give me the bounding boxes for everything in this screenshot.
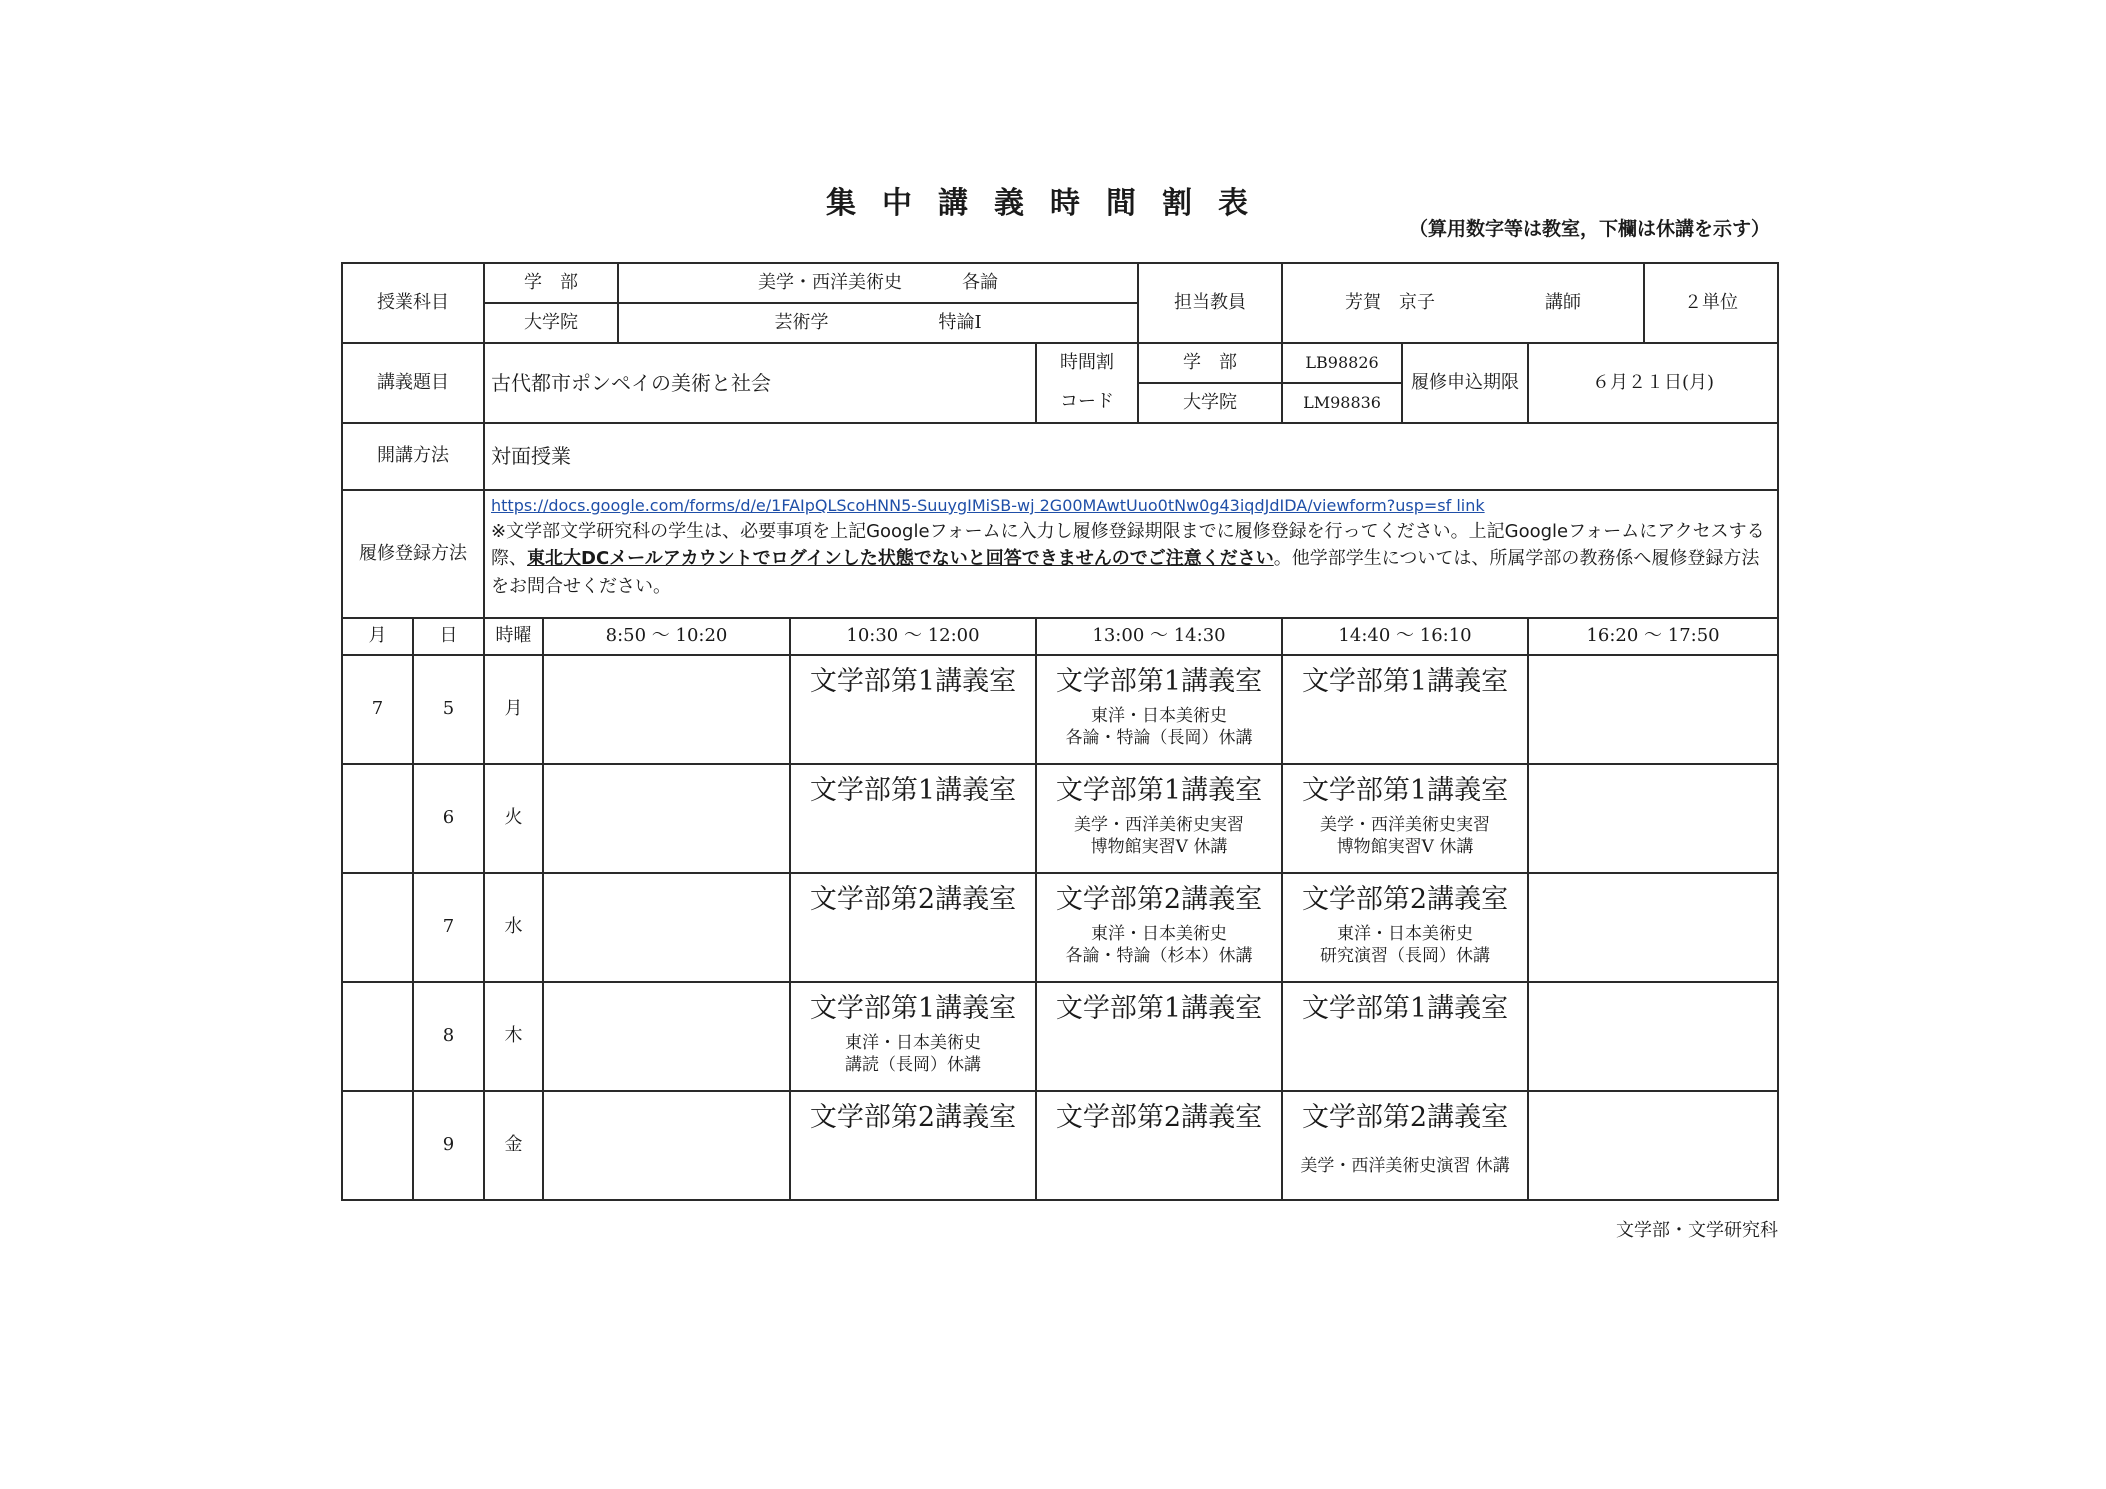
header-day: 日 <box>413 618 484 655</box>
row-month <box>342 982 413 1091</box>
schedule-row <box>342 655 1778 764</box>
room: 文学部第1講義室 <box>1301 775 1509 806</box>
room: 文学部第1講義室 <box>1055 666 1263 697</box>
cancel-line-2: 博物館実習Ⅴ 休講 <box>1336 836 1474 857</box>
slot-2-cell <box>790 1091 1036 1200</box>
slot-2-cell <box>790 655 1036 764</box>
slot-1-cell <box>543 873 790 982</box>
grad-subject-type: 特論Ⅰ <box>938 311 982 333</box>
teacher-cell <box>1282 263 1644 343</box>
slot-5-cell <box>1528 1091 1778 1200</box>
row-day: 5 <box>413 655 484 764</box>
room: 文学部第1講義室 <box>809 666 1017 697</box>
schedule-row <box>342 1091 1778 1200</box>
header-month: 月 <box>342 618 413 655</box>
room: 文学部第2講義室 <box>1055 884 1263 915</box>
registration-text-2: 。他学部学生については、所属学部の教務係へ履修登録方法をお問合せください。 <box>491 548 1760 598</box>
label-registration: 履修登録方法 <box>342 490 484 618</box>
row-month <box>342 873 413 982</box>
cancel-line-1: 東洋・日本美術史 <box>1337 924 1474 945</box>
label-code-1: 時間割 <box>1036 343 1138 383</box>
slot-2-cell <box>790 982 1036 1091</box>
header-slot-4: 14:40 ～ 16:10 <box>1282 618 1528 655</box>
code-faculty-label: 学 部 <box>1138 343 1282 383</box>
row-day: 9 <box>413 1091 484 1200</box>
header-weekday: 時曜 <box>484 618 543 655</box>
cancel-line-2: 各論・特論（長岡）休講 <box>1065 727 1253 748</box>
cancel-line-1: 東洋・日本美術史 <box>1091 924 1228 945</box>
row-weekday: 金 <box>484 1091 543 1200</box>
registration-cell <box>484 490 1778 618</box>
page-title: 集中講義時間割表 <box>826 186 1274 221</box>
schedule-row <box>342 764 1778 873</box>
row-day: 8 <box>413 982 484 1091</box>
registration-text-1: ※文学部文学研究科の学生は、必要事項を上記Googleフォームに入力し履修登録期限までに履修登録を行ってください。上記Googleフォームにアクセスする際、 <box>491 520 1765 570</box>
method: 対面授業 <box>484 423 1778 490</box>
deadline: ６月２１日(月) <box>1528 343 1778 423</box>
schedule-row <box>342 982 1778 1091</box>
slot-1-cell <box>543 655 790 764</box>
slot-2-cell <box>790 764 1036 873</box>
room: 文学部第1講義室 <box>809 775 1017 806</box>
label-teacher: 担当教員 <box>1138 263 1282 343</box>
slot-2-cell <box>790 873 1036 982</box>
slot-3-cell <box>1036 764 1282 873</box>
row-day: 7 <box>413 873 484 982</box>
label-deadline: 履修申込期限 <box>1402 343 1528 423</box>
slot-5-cell <box>1528 982 1778 1091</box>
slot-1-cell <box>543 982 790 1091</box>
timetable-sheet <box>341 262 1779 1201</box>
room: 文学部第1講義室 <box>1055 775 1263 806</box>
cancel-line-1: 東洋・日本美術史 <box>1091 706 1228 727</box>
label-code-2: コード <box>1036 383 1138 423</box>
cancel-line-1: 美学・西洋美術史演習 休講 <box>1300 1156 1510 1177</box>
room: 文学部第1講義室 <box>1301 666 1509 697</box>
slot-1-cell <box>543 1091 790 1200</box>
row-day: 6 <box>413 764 484 873</box>
cancel-line-1: 東洋・日本美術史 <box>845 1033 981 1054</box>
row-weekday: 水 <box>484 873 543 982</box>
label-faculty: 学 部 <box>484 263 618 303</box>
grad-subject-name: 芸術学 <box>774 311 829 333</box>
slot-5-cell <box>1528 655 1778 764</box>
slot-1-cell <box>543 764 790 873</box>
room: 文学部第2講義室 <box>1055 1102 1263 1133</box>
teacher-name: 芳賀 京子 <box>1345 291 1436 313</box>
slot-4-cell <box>1282 982 1528 1091</box>
registration-instructions <box>491 518 1777 602</box>
credits: ２単位 <box>1644 263 1778 343</box>
slot-5-cell <box>1528 873 1778 982</box>
teacher-title: 講師 <box>1545 291 1582 313</box>
header-slot-2: 10:30 ～ 12:00 <box>790 618 1036 655</box>
slot-5-cell <box>1528 764 1778 873</box>
label-topic: 講義題目 <box>342 343 484 423</box>
room: 文学部第2講義室 <box>1301 884 1509 915</box>
schedule-row <box>342 873 1778 982</box>
slot-4-cell <box>1282 1091 1528 1200</box>
schedule-header-row <box>342 618 1778 655</box>
cancel-line-2: 博物館実習Ⅴ 休講 <box>1090 836 1228 857</box>
code-faculty: LB98826 <box>1282 343 1402 383</box>
header-slot-1: 8:50 ～ 10:20 <box>543 618 790 655</box>
row-weekday: 月 <box>484 655 543 764</box>
cancel-line-2: 研究演習（長岡）休講 <box>1320 945 1491 966</box>
slot-3-cell <box>1036 982 1282 1091</box>
room: 文学部第1講義室 <box>809 993 1017 1024</box>
registration-link[interactable]: https://docs.google.com/forms/d/e/1FAIpQLScoHNN5-SuuygIMiSB-wj 2G00MAwtUuo0tNw0g43iqdJdIDA/viewform?usp=sf link <box>491 496 1485 515</box>
row-weekday: 火 <box>484 764 543 873</box>
label-method: 開講方法 <box>342 423 484 490</box>
faculty-subject-type: 各論 <box>962 271 999 293</box>
room: 文学部第2講義室 <box>809 884 1017 915</box>
slot-4-cell <box>1282 764 1528 873</box>
room: 文学部第1講義室 <box>1301 993 1509 1024</box>
cancel-line-1: 美学・西洋美術史実習 <box>1320 815 1491 836</box>
footer-department: 文学部・文学研究科 <box>1616 1220 1778 1241</box>
header-slot-3: 13:00 ～ 14:30 <box>1036 618 1282 655</box>
slot-3-cell <box>1036 1091 1282 1200</box>
room: 文学部第1講義室 <box>1055 993 1263 1024</box>
header-slot-5: 16:20 ～ 17:50 <box>1528 618 1778 655</box>
faculty-subject-name: 美学・西洋美術史 <box>758 271 903 293</box>
cancel-line-2: 講読（長岡）休講 <box>845 1054 981 1075</box>
room: 文学部第2講義室 <box>1301 1102 1509 1133</box>
code-grad: LM98836 <box>1282 383 1402 423</box>
slot-3-cell <box>1036 873 1282 982</box>
topic: 古代都市ポンペイの美術と社会 <box>484 343 1036 423</box>
row-month <box>342 1091 413 1200</box>
row-month <box>342 764 413 873</box>
room: 文学部第2講義室 <box>809 1102 1017 1133</box>
row-weekday: 木 <box>484 982 543 1091</box>
label-subject: 授業科目 <box>342 263 484 343</box>
code-grad-label: 大学院 <box>1138 383 1282 423</box>
cancel-line-1: 美学・西洋美術史実習 <box>1074 815 1245 836</box>
slot-4-cell <box>1282 873 1528 982</box>
registration-warning: 東北大DCメールアカウントでログインした状態でないと回答できませんのでご注意ください <box>527 548 1274 570</box>
legend-note: （算用数字等は教室，下欄は休講を示す） <box>1408 218 1770 240</box>
cancel-line-2: 各論・特論（杉本）休講 <box>1065 945 1253 966</box>
label-grad: 大学院 <box>484 303 618 343</box>
slot-3-cell <box>1036 655 1282 764</box>
faculty-subject <box>618 263 1138 303</box>
grad-subject <box>618 303 1138 343</box>
row-month: 7 <box>342 655 413 764</box>
slot-4-cell <box>1282 655 1528 764</box>
